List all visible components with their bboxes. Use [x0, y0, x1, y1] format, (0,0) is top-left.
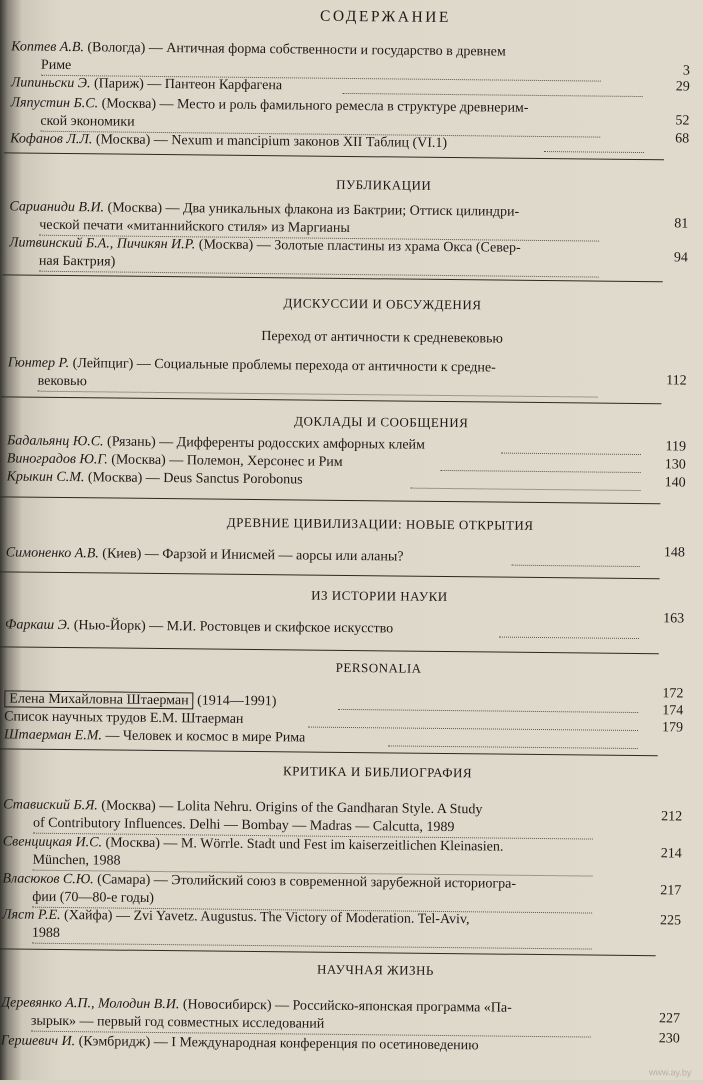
list-item: Лясm Р.Е. (Хайфа) — Zvi Yavetz. Augustus. The Victory of Moderation. Tel-Aviv, 1988: [2, 906, 632, 950]
section-heading: ИЗ ИСТОРИИ НАУКИ: [311, 587, 448, 605]
page-number: 68: [675, 131, 690, 147]
page-number: 94: [673, 250, 689, 266]
page-number: 214: [660, 846, 682, 862]
list-item: Свенцицкая И.С. (Москва) — M. Wörrle. Stadt und Fest im kaiserzeitlichen Kleinasien. München, 1988: [3, 833, 633, 877]
section-heading: PERSONALIA: [335, 659, 422, 676]
section-divider: [1, 396, 661, 404]
section-heading: ПУБЛИКАЦИИ: [336, 176, 432, 193]
page-number: 163: [663, 611, 685, 627]
list-item: Симоненко А.В. (Киев) — Фарзой и Инисмей — аорсы или аланы?: [5, 545, 404, 565]
watermark: www.ay.by: [649, 1067, 692, 1078]
page-number: 227: [658, 1011, 681, 1027]
list-item: Власюков С.Ю. (Самара) — Этолийский союз в современной зарубежной историогра- фии (70—80-е годы): [2, 870, 632, 914]
page-number: 212: [661, 809, 683, 825]
page-number: 179: [661, 720, 684, 736]
list-item: Литвинский Б.А., Пичикян И.Р. (Москва) — Золотые пластины из храма Окса (Север- ная Бактрия): [9, 234, 639, 278]
page-number: 217: [660, 883, 682, 899]
list-item: Список научных трудов Е.М. Штаерман: [4, 709, 244, 727]
list-item: Сарианиди В.И. (Москва) — Два уникальных флакона из Бактрии; Оттиск цилиндри- ческой печати «митаннийского стиля» из Маргианы: [9, 198, 639, 242]
page-number: 174: [662, 703, 684, 719]
page-number: 230: [658, 1031, 680, 1047]
list-item: Елена Михайловна Штаерман (1914—1991): [4, 690, 634, 721]
page-number: 119: [665, 439, 687, 455]
section-heading: НАУЧНАЯ ЖИЗНЬ: [316, 961, 435, 978]
page-number: 3: [682, 63, 691, 79]
list-item: Штаерман Е.М. — Человек и космос в мире Рима: [3, 727, 306, 746]
section-heading: ДОКЛАДЫ И СООБЩЕНИЯ: [294, 413, 469, 431]
list-item: Виноградов Ю.Г. (Москва) — Полемон, Херсонес и Рим: [6, 451, 343, 470]
page-number: 172: [662, 686, 684, 702]
list-item: Ставиский Б.Я. (Москва) — Lolita Nehru. Origins of the Gandharan Style. A Study of Contributory Influences. Delhi — Bombay — Madras — Calcutta, 1989: [3, 796, 633, 840]
list-item: Гершевич И. (Кэмбридж) — I Международная конференция по осетиноведению: [0, 1033, 479, 1054]
section-heading: ДРЕВНИЕ ЦИВИЛИЗАЦИИ: НОВЫЕ ОТКРЫТИЯ: [226, 514, 534, 533]
section-divider: [0, 646, 659, 654]
list-item: Коптев А.В. (Вологда) — Античная форма собственности и государство в древнем Риме: [11, 38, 641, 82]
section-heading: ДИСКУССИИ И ОБСУЖДЕНИЯ: [283, 295, 482, 313]
subsection-heading: Переход от античности к средневековью: [261, 329, 504, 347]
page-number: 140: [664, 475, 686, 491]
list-item: Кофанов Л.Л. (Москва) — Nexum и mancipium законов XII Таблиц (VI.1): [10, 131, 448, 151]
page-number: 112: [666, 373, 687, 389]
page-number: 225: [659, 913, 682, 929]
page-number: 148: [663, 545, 685, 561]
page-number: 52: [675, 113, 690, 129]
section-heading: КРИТИКА И БИБЛИОГРАФИЯ: [282, 763, 473, 781]
section-divider: [0, 948, 656, 956]
page-number: 130: [664, 457, 686, 473]
list-item: Фаркаш Э. (Нью-Йорк) — М.И. Ростовцев и скифское искусство: [5, 617, 394, 637]
list-item: Гюнтер Р. (Лейпциг) — Социальные проблемы перехода от античности к средне- вековью: [8, 354, 638, 398]
list-item: Деревянко А.П., Молодин В.И. (Новосибирск) — Российско-японская программа «Па- зырык» — первый год совместных исследований: [1, 994, 631, 1038]
list-item: Бадальянц Ю.С. (Рязань) — Дифференты родосских амфорных клейм: [6, 433, 426, 453]
page-title: СОДЕРЖАНИЕ: [319, 7, 451, 27]
list-item: Крыкин С.М. (Москва) — Deus Sanctus Porobonus: [6, 469, 303, 488]
list-item: Липиньски Э. (Париж) — Пантеон Карфагена: [10, 75, 283, 94]
list-item: Ляпустин Б.С. (Москва) — Место и роль фамильного ремесла в структуре древнерим- ской экономики: [10, 94, 640, 138]
boxed-name: Елена Михайловна Штаерман: [4, 690, 193, 709]
page-number: 29: [675, 79, 690, 95]
page-number: 81: [674, 216, 689, 232]
